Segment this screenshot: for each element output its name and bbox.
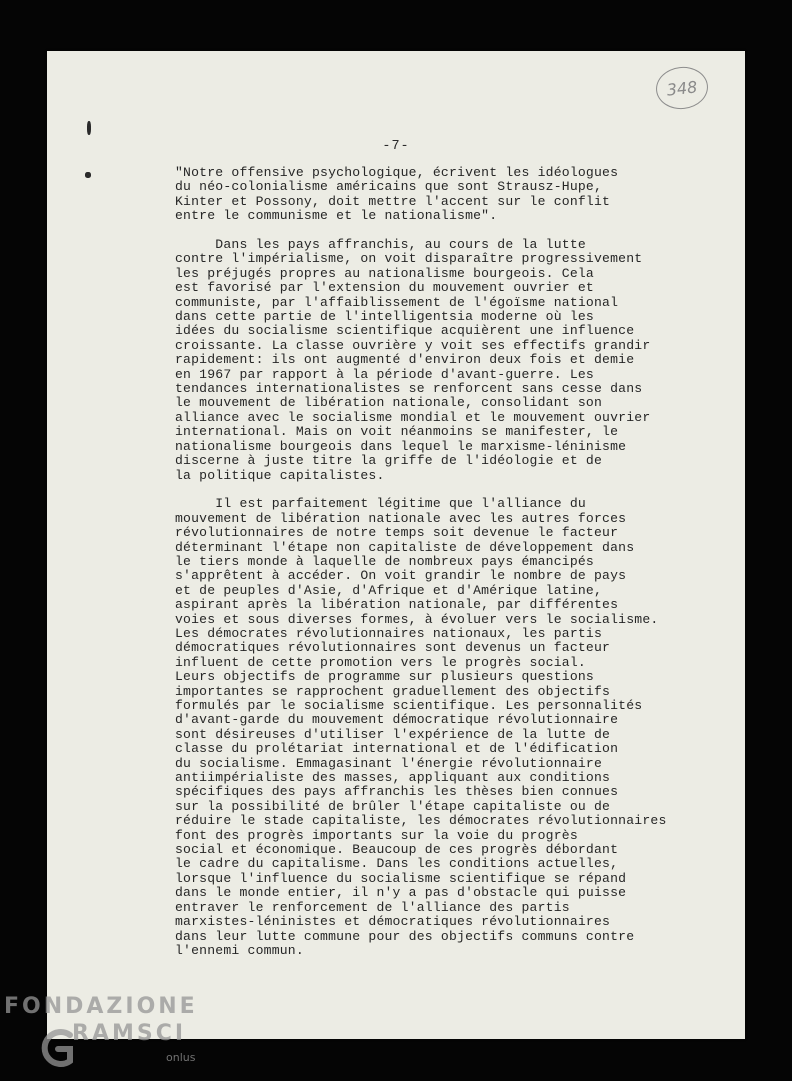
text-line: aspirant après la libération nationale, par différentes [175,597,619,613]
paragraph-gap [175,224,715,238]
text-line: dans leur lutte commune pour des objectifs communs contre [175,928,635,944]
page-number: -7- [382,139,410,154]
document-page [47,51,745,1039]
document-body [175,166,715,958]
text-line: du socialisme. Emmagasinant l'énergie révolutionnaire [175,755,603,771]
text-line: en 1967 par rapport à la période d'avant-guerre. Les [175,366,594,382]
text-line: influent de cette promotion vers le progrès social. [175,654,586,670]
text-line: marxistes-léninistes et démocratiques révolutionnaires [175,914,611,930]
text-line: importantes se rapprochent graduellement des objectifs [175,683,611,699]
text-line: discerne à juste titre la griffe de l'idéologie et de [175,453,603,469]
text-line: croissante. La classe ouvrière y voit ses effectifs grandir [175,337,651,353]
text-line: l'ennemi commun. [175,942,304,958]
text-line: idées du socialisme scientifique acquièrent une influence [175,323,635,339]
text-line: révolutionnaires de notre temps soit devenue le facteur [175,525,619,541]
text-line: antiimpérialiste des masses, appliquant aux conditions [175,770,611,786]
text-line: contre l'impérialisme, on voit disparaître progressivement [175,251,643,267]
text-line: la politique capitalistes. [175,467,385,483]
text-line: mouvement de libération nationale avec les autres forces [175,510,627,526]
text-line: international. Mais on voit néanmoins se manifester, le [175,424,619,440]
text-line: démocratiques révolutionnaires sont devenus un facteur [175,640,611,656]
text-line: tendances internationalistes se renforcent sans cesse dans [175,381,643,397]
paragraph [175,166,715,224]
archive-number-stamp: 348 [654,64,710,111]
text-line: alliance avec le socialisme mondial et le mouvement ouvrier [175,409,651,425]
binding-mark [87,121,91,135]
paragraph [175,497,715,958]
text-line: dans cette partie de l'intelligentsia moderne où les [175,309,594,325]
text-line: entre le communisme et le nationalisme". [175,208,498,224]
text-line: font des progrès importants sur la voie du progrès [175,827,578,843]
binding-mark [85,172,91,178]
text-line: entraver le renforcement de l'alliance des partis [175,899,570,915]
text-line: communiste, par l'affaiblissement de l'égoïsme national [175,294,619,310]
text-line: lorsque l'influence du socialisme scientifique se répand [175,870,627,886]
text-line: du néo-colonialisme américains que sont Strausz-Hupe, [175,179,603,195]
text-line: est favorisé par l'extension du mouvement ouvrier et [175,280,594,296]
text-line: formulés par le socialisme scientifique. Les personnalités [175,698,643,713]
text-line: classe du prolétariat international et de l'édification [175,741,619,757]
paragraph-gap [175,483,715,497]
watermark-logo-group [36,1021,196,1081]
text-line: le tiers monde à laquelle de nombreux pays émancipés [175,553,594,569]
paragraph [175,238,715,483]
watermark-foundation-name: FONDAZIONE [4,994,198,1019]
text-line: Il est parfaitement légitime que l'alliance du [175,496,586,512]
text-line: et de peuples d'Asie, d'Afrique et d'Amérique latine, [175,582,603,598]
text-line: spécifiques des pays affranchis les thèses bien connues [175,784,619,800]
text-line: sur la possibilité de brûler l'étape capitaliste ou de [175,798,611,814]
text-line: le mouvement de libération nationale, consolidant son [175,395,603,411]
text-line: nationalisme bourgeois dans lequel le marxisme-léninisme [175,438,627,454]
watermark-gramsci: RAMSCI [72,1021,187,1046]
text-line: Leurs objectifs de programme sur plusieurs questions [175,669,594,685]
text-line: le cadre du capitalisme. Dans les conditions actuelles, [175,856,619,872]
text-line: Kinter et Possony, doit mettre l'accent sur le conflit [175,193,611,209]
text-line: déterminant l'étape non capitaliste de développement dans [175,539,635,555]
text-line: voies et sous diverses formes, à évoluer vers le socialisme. [175,611,659,627]
text-line: Les démocrates révolutionnaires nationaux, les partis [175,625,603,641]
text-line: dans le monde entier, il n'y a pas d'obstacle qui puisse [175,885,627,901]
text-line: rapidement: ils ont augmenté d'environ deux fois et demie [175,352,635,368]
text-line: social et économique. Beaucoup de ces progrès débordant [175,842,619,858]
text-line: s'apprêtent à accéder. On voit grandir le nombre de pays [175,568,627,584]
text-line: sont désireuses d'utiliser l'expérience de la lutte de [175,726,611,742]
text-line: "Notre offensive psychologique, écrivent les idéologues [175,165,619,180]
text-line: Dans les pays affranchis, au cours de la lutte [175,237,586,253]
text-line: réduire le stade capitaliste, les démocrates révolutionnaires [175,813,667,829]
text-line: d'avant-garde du mouvement démocratique révolutionnaire [175,712,619,728]
watermark-onlus: onlus [166,1051,196,1064]
text-line: les préjugés propres au nationalisme bourgeois. Cela [175,265,594,281]
gramsci-g-logo-icon [36,1021,76,1077]
